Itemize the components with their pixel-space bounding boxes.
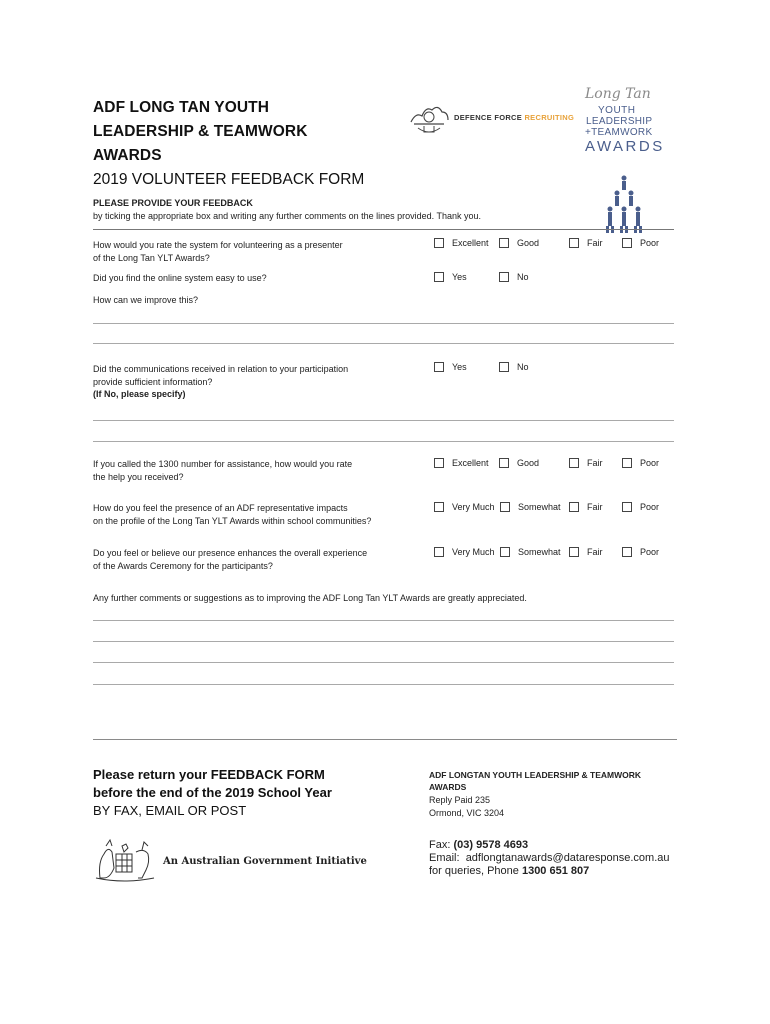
checkbox[interactable] [499,238,509,248]
q5-option-poor[interactable]: Poor [622,458,659,468]
checkbox[interactable] [434,547,444,557]
return-line-1: Please return your FEEDBACK FORM [93,767,325,782]
checkbox[interactable] [622,458,632,468]
question-4: Did the communications received in relation to your participation provide sufficient information? (If No, please specify) [93,364,349,399]
q6-option-poor[interactable]: Poor [622,502,659,512]
coat-of-arms-icon [92,838,158,882]
title-line-1: ADF LONG TAN YOUTH [93,99,270,116]
footer-divider [93,739,677,740]
checkbox[interactable] [434,458,444,468]
q5-option-excellent[interactable]: Excellent [434,458,489,468]
address-suburb: Ormond, VIC 3204 [429,808,505,818]
crest-icon [408,100,450,136]
fax-number: (03) 9578 4693 [453,839,529,851]
checkbox[interactable] [499,458,509,468]
checkbox[interactable] [500,547,510,557]
checkbox[interactable] [499,272,509,282]
comments-prompt: Any further comments or suggestions as to improving the ADF Long Tan YLT Awards are greatly appreciated. [93,593,527,603]
awards-logo-awards: AWARDS [585,138,665,155]
awards-logo [580,86,664,236]
answer-line[interactable] [93,441,674,442]
question-6: How do you feel the presence of an ADF representative impacts on the profile of the Long Tan YLT Awards within school communities? [93,503,372,526]
checkbox[interactable] [622,547,632,557]
address-reply-paid: Reply Paid 235 [429,795,491,805]
q1-option-good[interactable]: Good [499,238,539,248]
title-line-3: AWARDS [93,147,162,164]
q5-option-fair[interactable]: Fair [569,458,603,468]
comment-line[interactable] [93,641,674,642]
q5-option-good[interactable]: Good [499,458,539,468]
divider [93,229,674,230]
awards-logo-teamwork: +TEAMWORK [585,127,653,138]
checkbox[interactable] [569,547,579,557]
form-subtitle: 2019 VOLUNTEER FEEDBACK FORM [93,171,365,188]
question-5: If you called the 1300 number for assistance, how would you rate the help you received? [93,459,353,482]
fax-line: Fax: (03) 9578 4693 [429,839,529,851]
question-3: How can we improve this? [93,295,199,305]
q6-option-fair[interactable]: Fair [569,502,603,512]
question-7: Do you feel or believe our presence enhances the overall experience of the Awards Ceremony for the participants? [93,548,368,571]
q7-option-poor[interactable]: Poor [622,547,659,557]
gov-initiative-text: An Australian Government Initiative [163,856,367,867]
checkbox[interactable] [499,362,509,372]
checkbox[interactable] [569,502,579,512]
answer-line[interactable] [93,343,674,344]
q4-option-no[interactable]: No [499,362,529,372]
checkbox[interactable] [569,458,579,468]
q4-option-yes[interactable]: Yes [434,362,467,372]
question-1: How would you rate the system for volunteering as a presenter of the Long Tan YLT Awards? [93,240,343,263]
checkbox[interactable] [569,238,579,248]
checkbox[interactable] [434,238,444,248]
dfr-logo-text: DEFENCE FORCE [454,113,523,122]
address-org: ADF LONGTAN YOUTH LEADERSHIP & TEAMWORK AWARDS [429,770,642,792]
return-line-3: BY FAX, EMAIL OR POST [93,803,247,818]
checkbox[interactable] [622,502,632,512]
checkbox[interactable] [434,362,444,372]
answer-line[interactable] [93,323,674,324]
phone-line: for queries, Phone 1300 651 807 [429,865,590,877]
comment-line[interactable] [93,662,674,663]
email-line: Email: adflongtanawards@dataresponse.com.au [429,852,670,864]
q2-option-no[interactable]: No [499,272,529,282]
q2-option-yes[interactable]: Yes [434,272,467,282]
return-line-2: before the end of the 2019 School Year [93,785,332,800]
q1-option-poor[interactable]: Poor [622,238,659,248]
checkbox[interactable] [500,502,510,512]
title-line-2: LEADERSHIP & TEAMWORK [93,123,308,140]
intro-heading: PLEASE PROVIDE YOUR FEEDBACK [93,198,253,208]
comment-line[interactable] [93,620,674,621]
q1-option-fair[interactable]: Fair [569,238,603,248]
comment-line[interactable] [93,684,674,685]
awards-logo-youth: YOUTH [598,105,636,116]
question-2: Did you find the online system easy to use? [93,273,267,283]
dfr-logo-accent: RECRUITING [524,113,575,122]
answer-line[interactable] [93,420,674,421]
dfr-logo [408,100,575,136]
checkbox[interactable] [434,502,444,512]
q7-option-fair[interactable]: Fair [569,547,603,557]
q1-option-excellent[interactable]: Excellent [434,238,489,248]
awards-logo-script: Long Tan [585,86,651,102]
q7-option-somewhat[interactable]: Somewhat [500,547,561,557]
q7-option-very-much[interactable]: Very Much [434,547,495,557]
q6-option-very-much[interactable]: Very Much [434,502,495,512]
intro-text: by ticking the appropriate box and writing any further comments on the lines provided. Thank you. [93,211,482,221]
human-pyramid-icon [600,174,648,234]
checkbox[interactable] [434,272,444,282]
phone-number: 1300 651 807 [521,865,590,877]
checkbox[interactable] [622,238,632,248]
awards-logo-leadership: LEADERSHIP [586,116,653,127]
email-link[interactable]: adflongtanawards@dataresponse.com.au [465,852,670,864]
q6-option-somewhat[interactable]: Somewhat [500,502,561,512]
